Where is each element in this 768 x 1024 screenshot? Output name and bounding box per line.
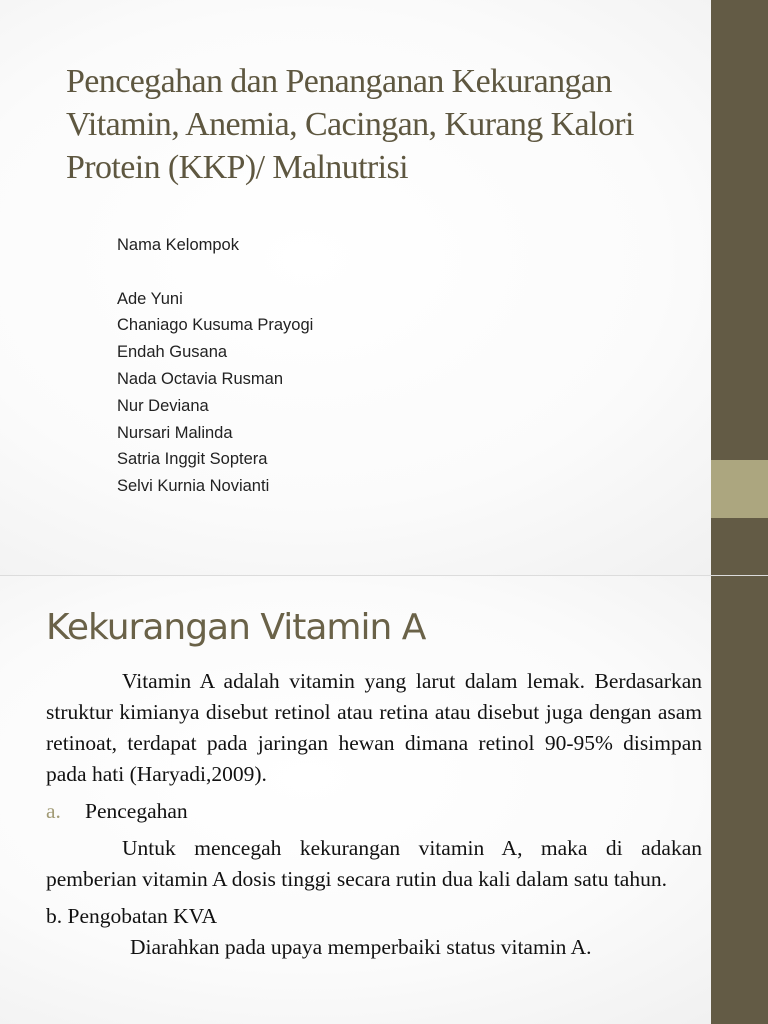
- member-name: Nada Octavia Rusman: [117, 369, 283, 388]
- member-name: Selvi Kurnia Novianti: [117, 477, 270, 496]
- group-label: Nama Kelompok: [117, 236, 239, 254]
- slide-title: Pencegahan dan Penanganan Kekurangan Vitamin, Anemia, Cacingan, Kurang Kalori Protein (KKP)/ Malnutrisi: [66, 63, 634, 186]
- slide-heading: Kekurangan Vitamin A: [46, 607, 426, 648]
- member-name: Nursari Malinda: [117, 423, 233, 442]
- list-item-a: [46, 796, 702, 827]
- slide-body: [46, 666, 702, 963]
- sidebar-bar: [711, 576, 768, 1024]
- content-slide: [0, 576, 768, 1024]
- list-item-heading: Pencegahan: [85, 799, 188, 823]
- treatment-paragraph: Diarahkan pada upaya memperbaiki status vitamin A.: [130, 935, 592, 959]
- member-name: Chaniago Kusuma Prayogi: [117, 316, 314, 335]
- list-marker: a.: [46, 799, 61, 823]
- sidebar-accent-block: [711, 460, 768, 518]
- member-name: Endah Gusana: [117, 343, 228, 362]
- member-list: [117, 232, 313, 500]
- member-name: Satria Inggit Soptera: [117, 450, 268, 469]
- member-name: Ade Yuni: [117, 289, 183, 308]
- intro-paragraph: Vitamin A adalah vitamin yang larut dalam lemak. Berdasarkan struktur kimianya disebut retinol atau retina atau disebut juga dengan asam retinoat, terdapat pada jaringan hewan dimana retinol 90-95% disimpan pada hati (Haryadi,2009).: [46, 669, 702, 786]
- list-item-b-heading: b. Pengobatan KVA: [46, 904, 217, 928]
- member-name: Nur Deviana: [117, 396, 209, 415]
- prevention-paragraph: Untuk mencegah kekurangan vitamin A, maka di adakan pemberian vitamin A dosis tinggi secara rutin dua kali dalam satu tahun.: [46, 836, 702, 891]
